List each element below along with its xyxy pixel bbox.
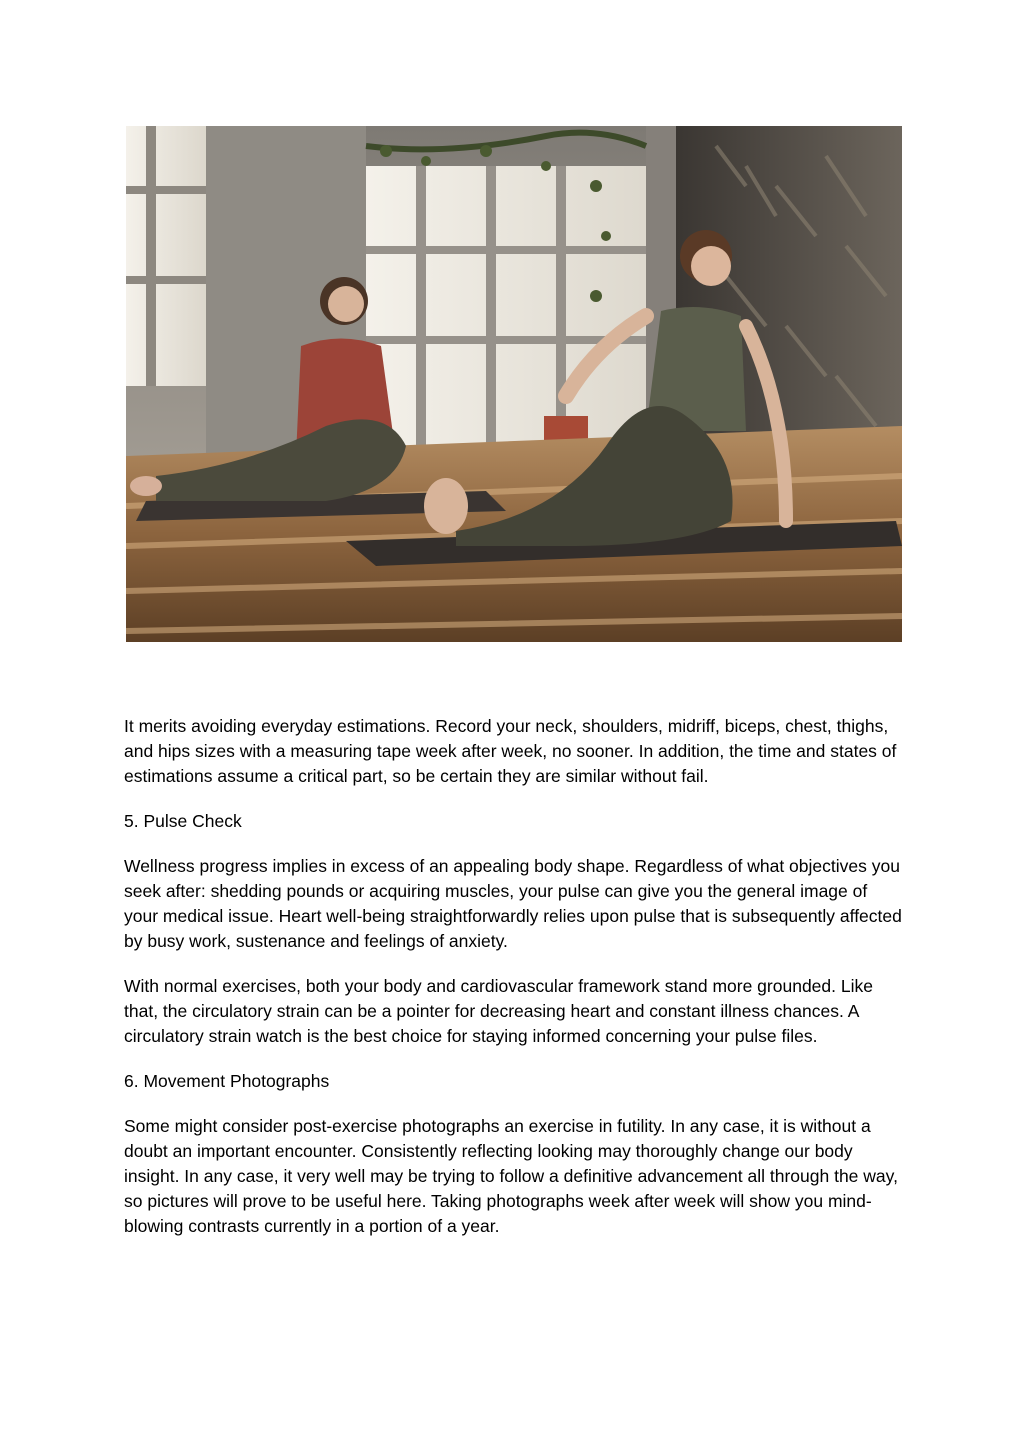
paragraph-pulse-2: With normal exercises, both your body and cardiovascular framework stand more grounded. Like that, the circulatory strain can be a pointer for decreasing heart and constant illness chances. A circulatory strain watch is the best choice for staying informed concerning your pulse files. <box>124 976 873 1046</box>
paragraph-pulse-1: Wellness progress implies in excess of an appealing body shape. Regardless of what objectives you seek after: shedding pounds or acquiring muscles, your pulse can give you the general image of your medical issue. Heart well-being straightforwardly relies upon pulse that is subsequently affected by busy work, sustenance and feelings of anxiety. <box>124 856 902 951</box>
yoga-photo <box>126 126 902 642</box>
paragraph-measurements: It merits avoiding everyday estimations. Record your neck, shoulders, midriff, biceps, chest, thighs, and hips sizes with a measuring tape week after week, no sooner. In addition, the time and states of estimations assume a critical part, so be certain they are similar without fail. <box>124 716 897 786</box>
paragraph-photographs: Some might consider post-exercise photographs an exercise in futility. In any case, it is without a doubt an important encounter. Consistently reflecting looking may thoroughly change our body insight. In any case, it very well may be trying to follow a definitive advancement all through the way, so pictures will prove to be useful here. Taking photographs week after week will show you mind-blowing contrasts currently in a portion of a year. <box>124 1116 898 1236</box>
heading-pulse-check: 5. Pulse Check <box>124 811 242 831</box>
article-body <box>124 714 904 1259</box>
heading-movement-photographs: 6. Movement Photographs <box>124 1071 330 1091</box>
